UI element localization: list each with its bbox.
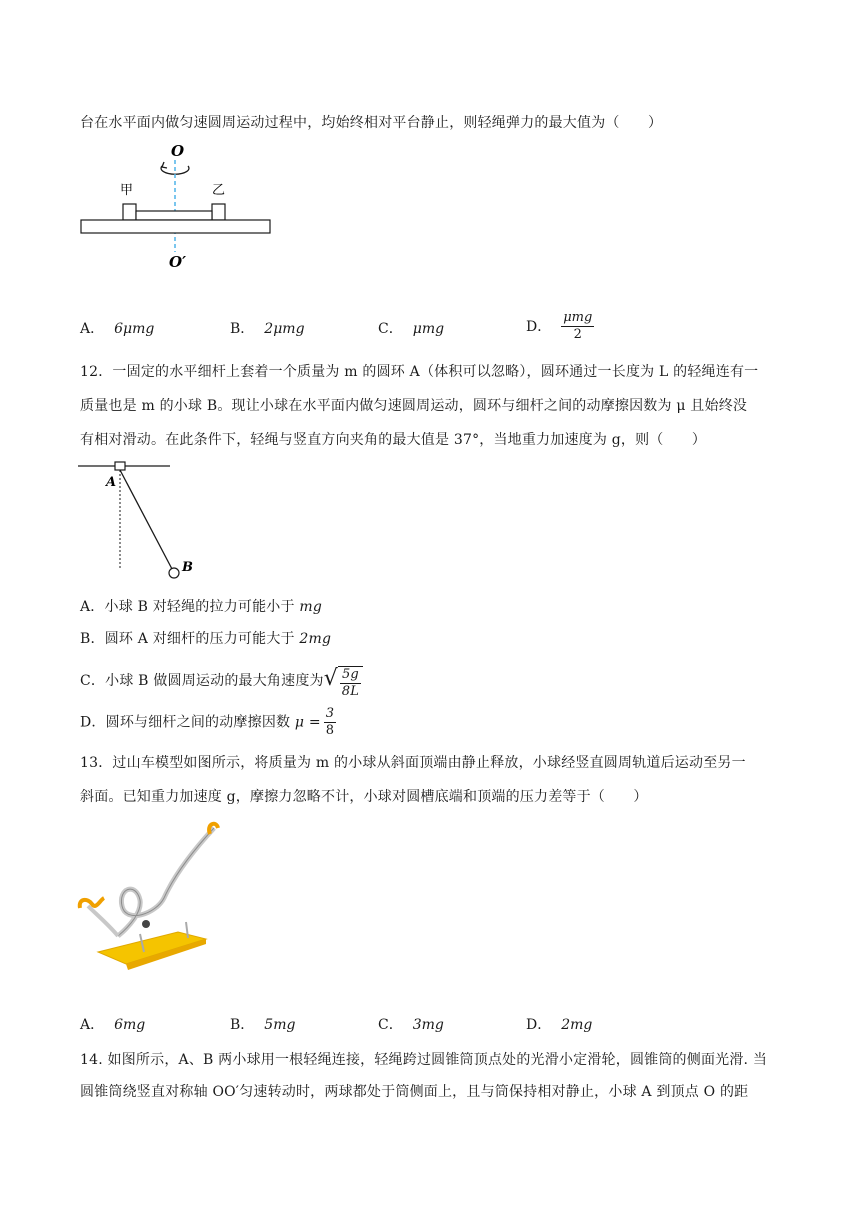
q12-option-c[interactable]: C．小球 B 做圆周运动的最大角速度为 √ $\frac{5g}{8L}$ <box>80 662 363 700</box>
q13-option-a[interactable]: A． 6mg <box>80 1017 146 1033</box>
q11-left-block <box>123 204 136 220</box>
q11-option-c[interactable]: C． μmg <box>378 321 445 337</box>
q11-platform <box>81 220 270 233</box>
q12-string <box>120 470 172 569</box>
q12-figure <box>78 458 193 582</box>
q13-option-c[interactable]: C． 3mg <box>378 1017 444 1033</box>
q12-option-d[interactable]: D．圆环与细杆之间的动摩擦因数 μ = $\frac{3}{8}$ <box>80 706 335 738</box>
q12-ball <box>169 568 179 578</box>
q11-figure <box>78 140 278 275</box>
q11-axis-bottom-label: O′ <box>169 253 187 271</box>
q13-option-d[interactable]: D． 2mg <box>526 1017 593 1033</box>
q13-ball <box>142 920 150 928</box>
q12-stem-line1: 12．一固定的水平细杆上套着一个质量为 m 的圆环 A（体积可以忽略），圆环通过一长度为 L 的轻绳连有一 <box>80 364 759 380</box>
q12-option-b[interactable]: B．圆环 A 对细杆的压力可能大于 2mg <box>80 631 332 647</box>
q11-right-block-label: 乙 <box>212 183 226 198</box>
q12-ring <box>115 462 125 470</box>
q12-stem-line2: 质量也是 m 的小球 B。现让小球在水平面内做匀速圆周运动，圆环与细杆之间的动摩擦因数为 μ 且始终没 <box>80 398 748 414</box>
q13-left-track <box>88 906 118 936</box>
q12-ball-label: B <box>182 560 193 575</box>
q12-stem-line3: 有相对滑动。在此条件下，轻绳与竖直方向夹角的最大值是 37°，当地重力加速度为 g，则（ ） <box>80 432 707 448</box>
q13-options <box>80 1014 780 1038</box>
q13-option-b[interactable]: B． 5mg <box>230 1017 296 1033</box>
q11-rope <box>136 211 212 220</box>
q11-option-d[interactable]: D． $\frac{\text{μmg}}{2}$ <box>526 310 593 342</box>
q12-ring-label: A <box>106 475 117 490</box>
q14-stem-line2: 圆锥筒绕竖直对称轴 OO′匀速转动时，两球都处于筒侧面上，且与筒保持相对静止，小球 A 到顶点 O 的距 <box>80 1084 749 1100</box>
q13-stem-line1: 13．过山车模型如图所示，将质量为 m 的小球从斜面顶端由静止释放，小球经竖直圆周轨道后运动至另一 <box>80 755 746 771</box>
q11-stem-tail: 台在水平面内做匀速圆周运动过程中，均始终相对平台静止，则轻绳弹力的最大值为（ ） <box>80 115 663 131</box>
q13-roller-coaster-figure <box>78 814 258 974</box>
q11-option-b[interactable]: B． 2μmg <box>230 321 305 337</box>
q13-stem-line2: 斜面。已知重力加速度 g，摩擦力忽略不计，小球对圆槽底端和顶端的压力差等于（ ） <box>80 789 648 805</box>
q13-left-hook <box>80 898 104 908</box>
q11-axis-top-label: O <box>171 142 185 160</box>
q11-left-block-label: 甲 <box>120 183 134 198</box>
q12-option-a[interactable]: A．小球 B 对轻绳的拉力可能小于 mg <box>80 599 322 615</box>
q11-options <box>80 310 780 342</box>
q14-stem-line1: 14. 如图所示，A、B 两小球用一根轻绳连接，轻绳跨过圆锥筒顶点处的光滑小定滑轮，圆锥筒的侧面光滑. 当 <box>80 1052 768 1068</box>
q11-right-block <box>212 204 225 220</box>
q11-option-a[interactable]: A． 6μmg <box>80 321 155 337</box>
